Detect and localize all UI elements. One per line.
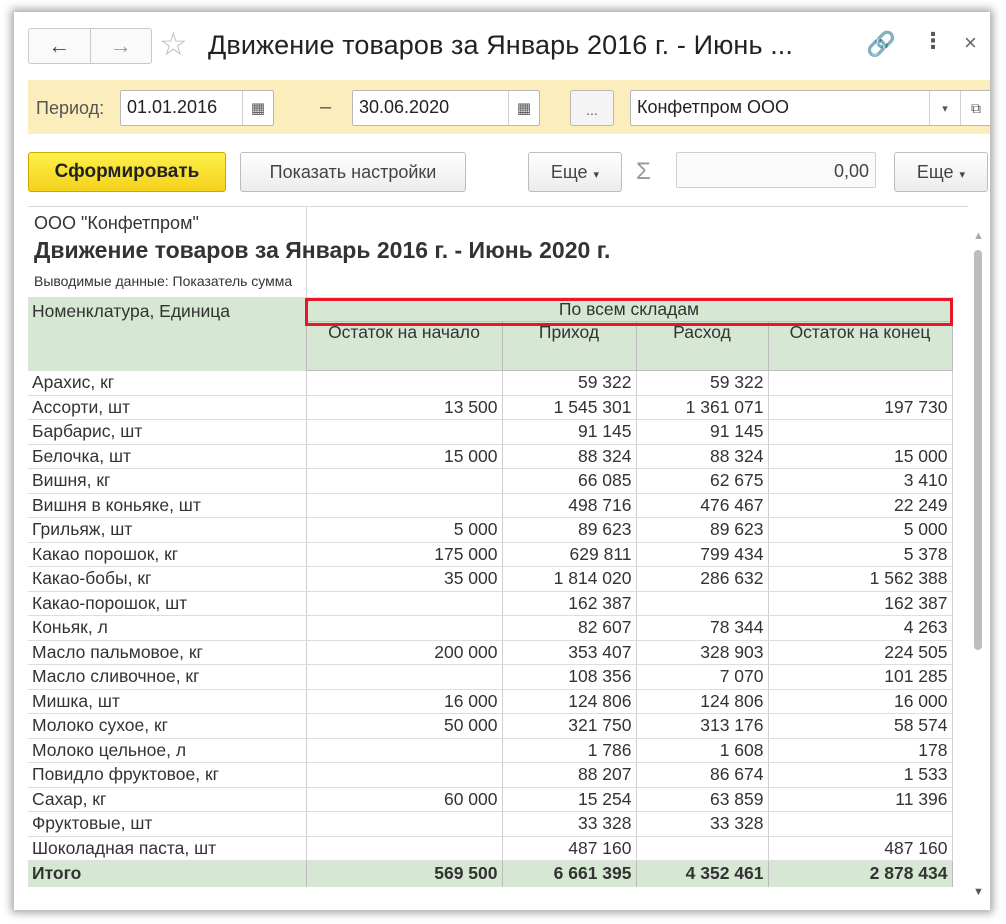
cell-income: 124 806 — [502, 689, 636, 714]
more-button-2-label: Еще — [916, 162, 954, 182]
cell-start-balance: 50 000 — [306, 714, 502, 739]
cell-end-balance — [768, 371, 952, 396]
cell-income: 59 322 — [502, 371, 636, 396]
organization-field[interactable] — [630, 90, 990, 126]
cell-end-balance: 487 160 — [768, 836, 952, 861]
table-row[interactable] — [28, 469, 952, 494]
total-label: Итого — [28, 861, 306, 887]
cell-income: 88 324 — [502, 444, 636, 469]
vertical-scrollbar[interactable] — [968, 206, 990, 910]
table-row[interactable] — [28, 640, 952, 665]
cell-item-name: Повидло фруктовое, кг — [28, 763, 306, 788]
cell-end-balance: 15 000 — [768, 444, 952, 469]
cell-expense: 1 361 071 — [636, 395, 768, 420]
cell-expense: 1 608 — [636, 738, 768, 763]
cell-item-name: Вишня в коньяке, шт — [28, 493, 306, 518]
period-select-button[interactable]: ... — [570, 90, 614, 126]
cell-end-balance — [768, 420, 952, 445]
cell-income: 108 356 — [502, 665, 636, 690]
table-row[interactable] — [28, 567, 952, 592]
cell-item-name: Коньяк, л — [28, 616, 306, 641]
cell-income: 1 814 020 — [502, 567, 636, 592]
show-settings-button[interactable]: Показать настройки — [240, 152, 466, 192]
cell-item-name: Фруктовые, шт — [28, 812, 306, 837]
cell-item-name: Молоко сухое, кг — [28, 714, 306, 739]
cell-item-name: Молоко цельное, л — [28, 738, 306, 763]
cell-start-balance — [306, 665, 502, 690]
cell-start-balance: 5 000 — [306, 518, 502, 543]
cell-end-balance: 101 285 — [768, 665, 952, 690]
cell-item-name: Белочка, шт — [28, 444, 306, 469]
cell-expense: 476 467 — [636, 493, 768, 518]
cell-start-balance: 13 500 — [306, 395, 502, 420]
cell-start-balance — [306, 812, 502, 837]
cell-start-balance: 175 000 — [306, 542, 502, 567]
calendar-icon[interactable]: ▦ — [508, 91, 539, 125]
cell-expense: 88 324 — [636, 444, 768, 469]
cell-income: 88 207 — [502, 763, 636, 788]
table-row[interactable] — [28, 787, 952, 812]
cell-start-balance: 16 000 — [306, 689, 502, 714]
caret-down-icon: ▾ — [593, 169, 600, 181]
cell-expense: 91 145 — [636, 420, 768, 445]
report-output-line: Выводимые данные: Показатель сумма — [34, 273, 293, 289]
table-row[interactable] — [28, 689, 952, 714]
cell-start-balance: 200 000 — [306, 640, 502, 665]
cell-expense: 7 070 — [636, 665, 768, 690]
title-bar — [14, 12, 990, 80]
report-table — [28, 297, 953, 887]
cell-item-name: Масло пальмовое, кг — [28, 640, 306, 665]
cell-income: 353 407 — [502, 640, 636, 665]
calendar-icon[interactable]: ▦ — [242, 91, 273, 125]
table-row[interactable] — [28, 395, 952, 420]
more-button-2[interactable] — [894, 152, 988, 192]
cell-income: 1 545 301 — [502, 395, 636, 420]
cell-income: 82 607 — [502, 616, 636, 641]
cell-item-name: Какао порошок, кг — [28, 542, 306, 567]
scroll-thumb[interactable] — [974, 250, 982, 650]
scroll-up-icon[interactable]: ▲ — [973, 230, 984, 242]
more-menu-icon[interactable]: ⋮ — [922, 28, 944, 53]
header-all-warehouses: По всем складам — [306, 297, 952, 322]
table-row[interactable] — [28, 812, 952, 837]
cell-income: 321 750 — [502, 714, 636, 739]
header-expense: Расход — [636, 322, 768, 347]
cell-item-name: Какао-бобы, кг — [28, 567, 306, 592]
total-expense: 4 352 461 — [636, 861, 768, 887]
cell-start-balance — [306, 469, 502, 494]
period-dash: – — [320, 96, 332, 118]
report-organization: ООО "Конфетпром" — [34, 213, 199, 233]
total-end: 2 878 434 — [768, 861, 952, 887]
cell-item-name: Вишня, кг — [28, 469, 306, 494]
period-bar — [28, 80, 990, 134]
cell-end-balance: 178 — [768, 738, 952, 763]
cell-start-balance — [306, 763, 502, 788]
cell-expense: 62 675 — [636, 469, 768, 494]
table-row[interactable] — [28, 763, 952, 788]
cell-end-balance: 16 000 — [768, 689, 952, 714]
header-nomenclature: Номенклатура, Единица — [28, 297, 306, 371]
cell-income: 629 811 — [502, 542, 636, 567]
table-row[interactable] — [28, 738, 952, 763]
cell-expense: 33 328 — [636, 812, 768, 837]
table-row[interactable] — [28, 591, 952, 616]
cell-income: 1 786 — [502, 738, 636, 763]
cell-end-balance — [768, 812, 952, 837]
cell-expense: 313 176 — [636, 714, 768, 739]
close-icon[interactable]: × — [964, 30, 977, 55]
back-button[interactable] — [29, 29, 90, 63]
cell-start-balance: 35 000 — [306, 567, 502, 592]
table-row[interactable] — [28, 616, 952, 641]
cell-end-balance: 162 387 — [768, 591, 952, 616]
cell-expense: 86 674 — [636, 763, 768, 788]
cell-end-balance: 5 000 — [768, 518, 952, 543]
table-row[interactable] — [28, 493, 952, 518]
header-end-balance: Остаток на конец — [768, 322, 952, 347]
table-row[interactable] — [28, 444, 952, 469]
report-window — [14, 12, 990, 910]
cell-expense — [636, 591, 768, 616]
total-income: 6 661 395 — [502, 861, 636, 887]
cell-expense: 89 623 — [636, 518, 768, 543]
cell-income: 89 623 — [502, 518, 636, 543]
cell-expense — [636, 836, 768, 861]
cell-end-balance: 1 533 — [768, 763, 952, 788]
cell-expense: 286 632 — [636, 567, 768, 592]
cell-expense: 799 434 — [636, 542, 768, 567]
cell-income: 66 085 — [502, 469, 636, 494]
table-row[interactable] — [28, 542, 952, 567]
cell-expense: 59 322 — [636, 371, 768, 396]
open-icon[interactable]: ⧉ — [960, 91, 990, 125]
table-row[interactable] — [28, 836, 952, 861]
toolbar — [14, 134, 990, 204]
star-icon[interactable]: ☆ — [159, 26, 188, 62]
cell-item-name: Какао-порошок, шт — [28, 591, 306, 616]
cell-item-name: Шоколадная паста, шт — [28, 836, 306, 861]
report-title: Движение товаров за Январь 2016 г. - Июнь 2020 г. — [34, 237, 611, 263]
table-row[interactable] — [28, 420, 952, 445]
total-start: 569 500 — [306, 861, 502, 887]
window-title: Движение товаров за Январь 2016 г. - Июнь ... — [208, 30, 794, 60]
more-button[interactable] — [528, 152, 622, 192]
header-row-group — [28, 297, 952, 322]
cell-end-balance: 3 410 — [768, 469, 952, 494]
cell-income: 498 716 — [502, 493, 636, 518]
header-income: Приход — [502, 322, 636, 347]
cell-start-balance — [306, 738, 502, 763]
cell-end-balance: 197 730 — [768, 395, 952, 420]
date-from-field[interactable] — [120, 90, 274, 126]
cell-end-balance: 11 396 — [768, 787, 952, 812]
cell-income: 15 254 — [502, 787, 636, 812]
dropdown-icon[interactable]: ▾ — [929, 91, 960, 125]
header-start-balance: Остаток на начало — [306, 322, 502, 347]
cell-expense: 63 859 — [636, 787, 768, 812]
cell-start-balance — [306, 836, 502, 861]
cell-start-balance — [306, 420, 502, 445]
cell-start-balance — [306, 371, 502, 396]
date-to-value[interactable]: 30.06.2020 — [359, 97, 450, 117]
cell-income: 162 387 — [502, 591, 636, 616]
caret-down-icon: ▾ — [959, 169, 966, 181]
cell-end-balance: 22 249 — [768, 493, 952, 518]
cell-item-name: Арахис, кг — [28, 371, 306, 396]
cell-start-balance — [306, 616, 502, 641]
table-row[interactable] — [28, 665, 952, 690]
cell-start-balance — [306, 591, 502, 616]
table-row[interactable] — [28, 714, 952, 739]
cell-income: 33 328 — [502, 812, 636, 837]
scroll-down-icon[interactable]: ▼ — [973, 886, 984, 898]
cell-income: 91 145 — [502, 420, 636, 445]
organization-value[interactable]: Конфетпром ООО — [637, 97, 790, 117]
date-to-field[interactable] — [352, 90, 540, 126]
sigma-icon: Σ — [636, 158, 651, 185]
cell-item-name: Мишка, шт — [28, 689, 306, 714]
arrow-left-icon: ← — [48, 33, 71, 58]
cell-item-name: Ассорти, шт — [28, 395, 306, 420]
cell-expense: 124 806 — [636, 689, 768, 714]
report-sheet[interactable] — [28, 206, 968, 910]
cell-item-name: Масло сливочное, кг — [28, 665, 306, 690]
cell-end-balance: 58 574 — [768, 714, 952, 739]
cell-income: 487 160 — [502, 836, 636, 861]
cell-end-balance: 5 378 — [768, 542, 952, 567]
arrow-right-icon: → — [109, 33, 132, 58]
cell-item-name: Сахар, кг — [28, 787, 306, 812]
cell-item-name: Барбарис, шт — [28, 420, 306, 445]
cell-expense: 328 903 — [636, 640, 768, 665]
generate-button[interactable]: Сформировать — [28, 152, 226, 192]
cell-item-name: Грильяж, шт — [28, 518, 306, 543]
cell-end-balance: 4 263 — [768, 616, 952, 641]
table-row[interactable] — [28, 371, 952, 396]
cell-start-balance: 15 000 — [306, 444, 502, 469]
nav-buttons — [28, 28, 152, 64]
cell-start-balance — [306, 493, 502, 518]
total-row[interactable] — [28, 861, 952, 887]
date-from-value[interactable]: 01.01.2016 — [127, 97, 218, 117]
table-row[interactable] — [28, 518, 952, 543]
more-button-label: Еще — [550, 162, 588, 182]
period-label: Период: — [36, 98, 105, 118]
cell-end-balance: 224 505 — [768, 640, 952, 665]
cell-start-balance: 60 000 — [306, 787, 502, 812]
sum-field: 0,00 — [676, 152, 876, 188]
forward-button[interactable] — [90, 29, 152, 63]
cell-end-balance: 1 562 388 — [768, 567, 952, 592]
link-icon[interactable]: 🔗 — [866, 31, 896, 58]
cell-expense: 78 344 — [636, 616, 768, 641]
